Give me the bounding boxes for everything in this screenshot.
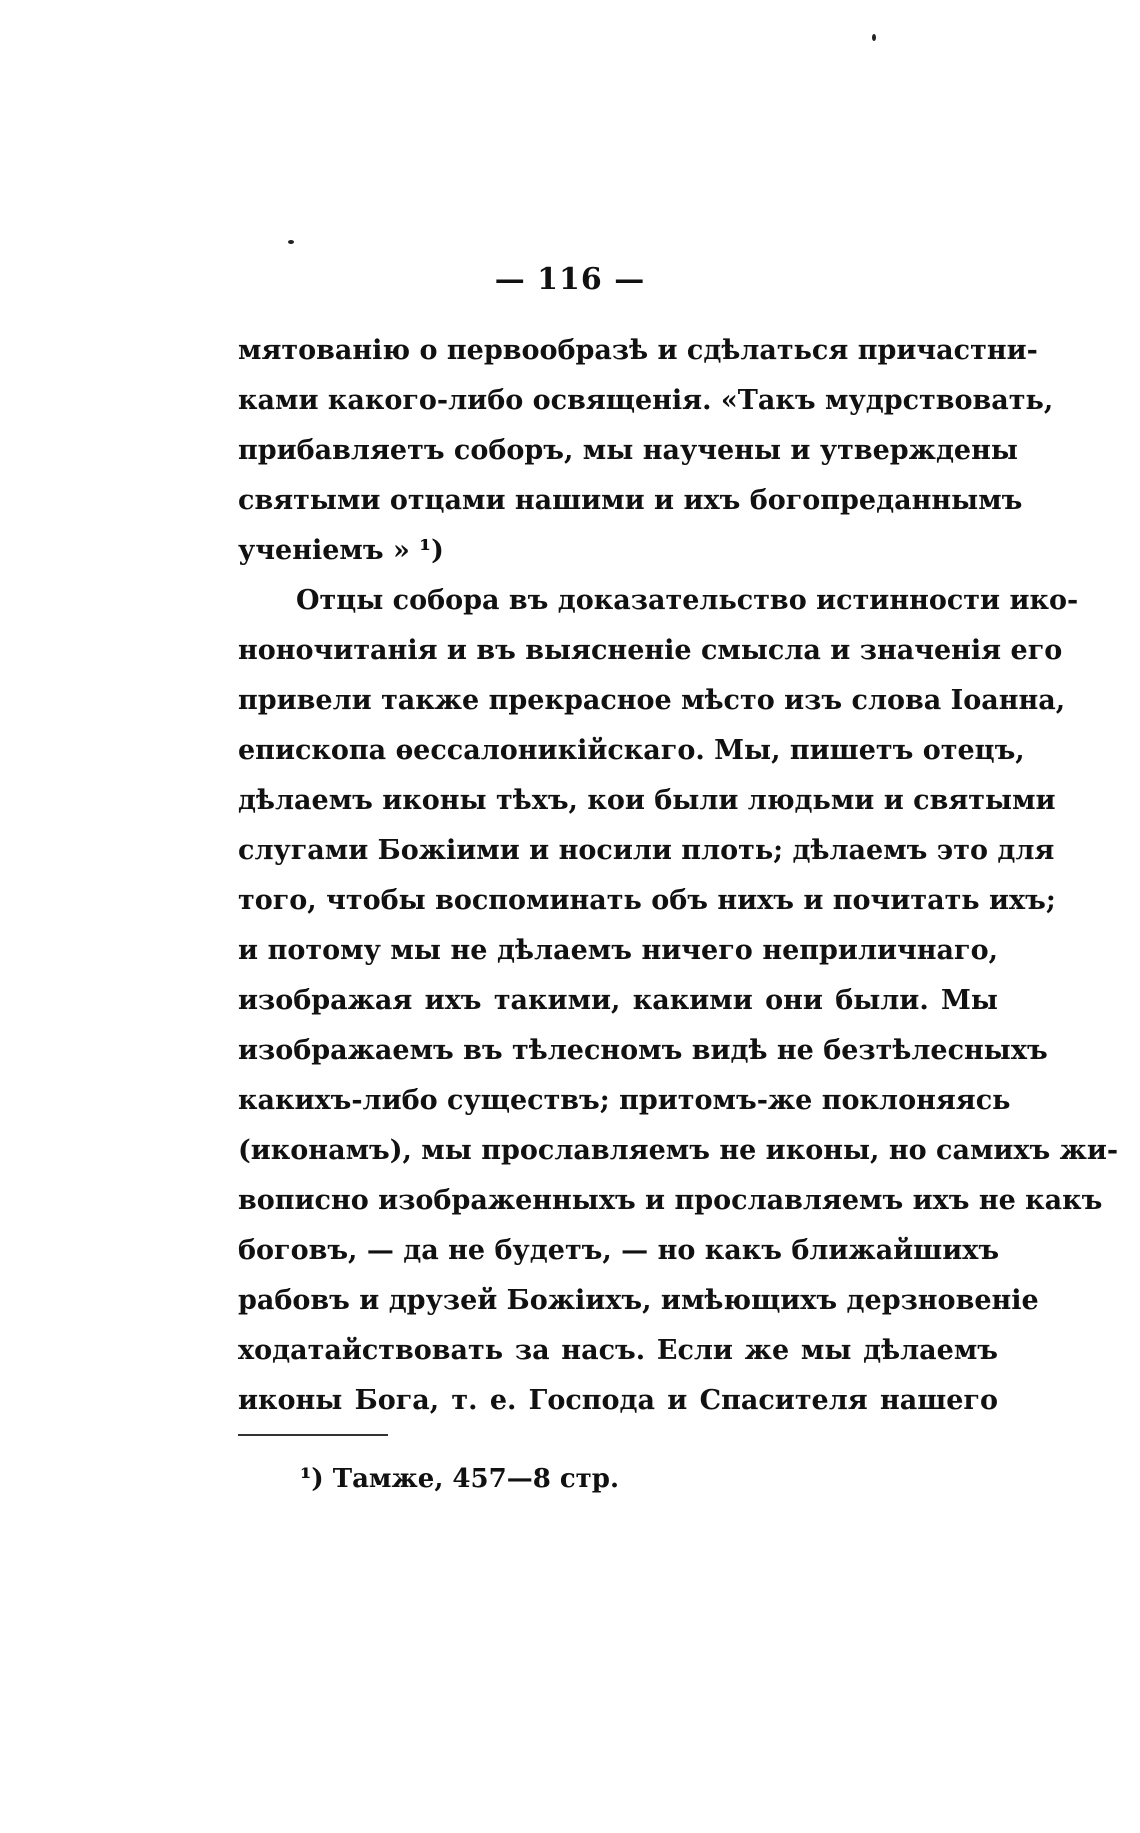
text-line: епископа ѳессалоникійскаго. Мы, пишетъ отецъ,	[238, 735, 1025, 766]
text-line: вописно изображенныхъ и прославляемъ ихъ не какъ	[238, 1185, 1103, 1216]
text-line: дѣлаемъ иконы тѣхъ, кои были людьми и святыми	[238, 785, 1056, 816]
text-line: рабовъ и друзей Божіихъ, имѣющихъ дерзновеніе	[238, 1285, 1039, 1316]
text-line: ходатайствовать за насъ. Если же мы дѣлаемъ	[238, 1335, 998, 1366]
text-line: святыми отцами нашими и ихъ богопреданнымъ	[238, 485, 1023, 516]
footnote: ¹) Тамже, 457—8 стр.	[300, 1464, 620, 1494]
ink-speck	[872, 34, 876, 41]
text-line: мятованію о первообразѣ и сдѣлаться причастни-	[238, 335, 1038, 366]
text-line: боговъ, — да не будетъ, — но какъ ближайшихъ	[238, 1235, 1000, 1266]
paragraph-1	[238, 326, 1054, 576]
text-line: ками какого-либо освященія. «Такъ мудрствовать,	[238, 385, 1054, 416]
footnote-separator	[238, 1434, 388, 1436]
text-line: прибавляетъ соборъ, мы научены и утверждены	[238, 435, 1018, 466]
text-line: иконы Бога, т. е. Господа и Спасителя нашего	[238, 1385, 998, 1416]
text-line: слугами Божіими и носили плоть; дѣлаемъ это для	[238, 835, 1055, 866]
ink-speck	[288, 240, 294, 244]
page-number: — 116 —	[494, 262, 646, 297]
text-line: ученіемъ » ¹)	[238, 535, 444, 566]
text-line: ноночитанія и въ выясненіе смысла и значенія его	[238, 635, 1063, 666]
text-line: Отцы собора въ доказательство истинности ико-	[296, 585, 1079, 616]
text-line: изображаемъ въ тѣлесномъ видѣ не безтѣлесныхъ	[238, 1035, 1048, 1066]
paragraph-2	[238, 576, 1119, 1426]
text-line: привели также прекрасное мѣсто изъ слова Іоанна,	[238, 685, 1066, 716]
text-line: (иконамъ), мы прославляемъ не иконы, но самихъ жи-	[238, 1135, 1119, 1166]
text-line: и потому мы не дѣлаемъ ничего неприличнаго,	[238, 935, 998, 966]
text-line: изображая ихъ такими, какими они были. Мы	[238, 985, 998, 1016]
text-line: какихъ-либо существъ; притомъ-же поклоняясь	[238, 1085, 1011, 1116]
text-line: того, чтобы воспоминать объ нихъ и почитать ихъ;	[238, 885, 1056, 916]
